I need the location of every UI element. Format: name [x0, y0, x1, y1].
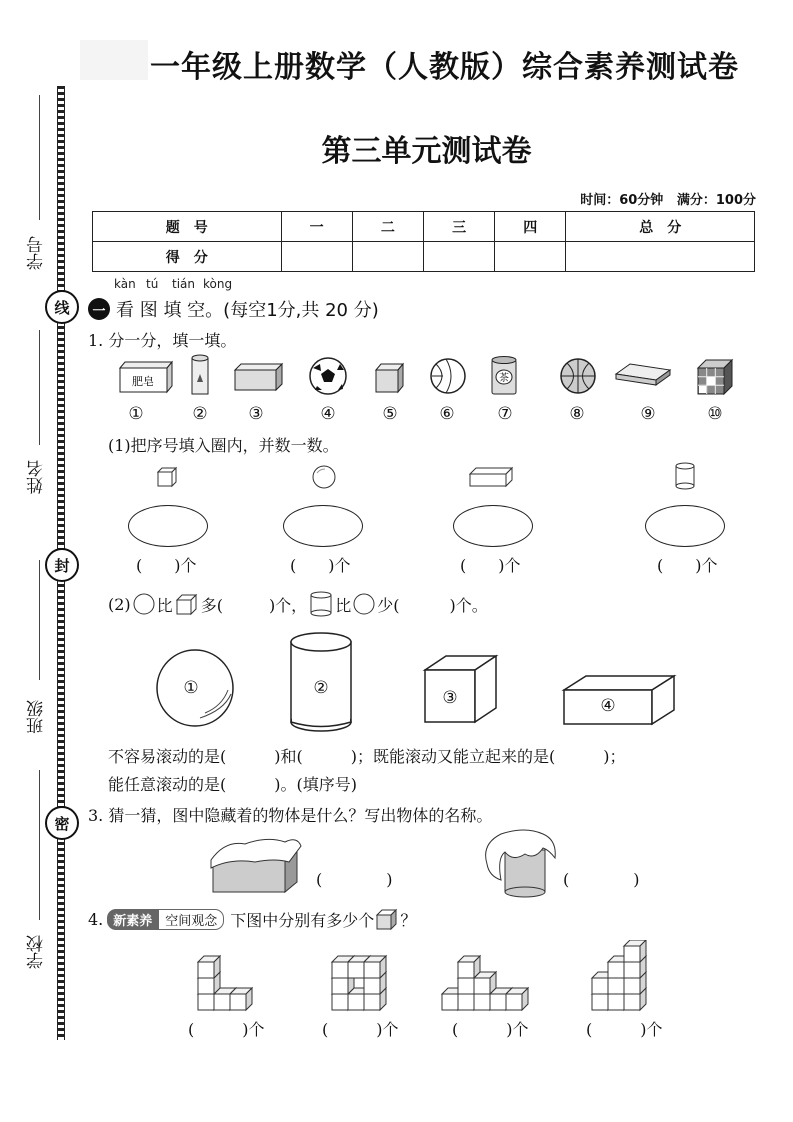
score-input-cell[interactable]	[495, 242, 566, 272]
sidebar-line	[39, 770, 40, 920]
score-table	[92, 211, 755, 272]
object-index: ⑤	[382, 404, 398, 424]
section-note: 。(每空1分,共 20 分)	[205, 300, 379, 321]
q3-answer-blank[interactable]: ( )	[563, 870, 640, 889]
count-blank[interactable]: ( )个	[657, 556, 718, 575]
time-limit: 时间：60分钟	[580, 193, 664, 208]
section-number-badge: 一	[88, 298, 110, 320]
shape-index: ①	[183, 678, 199, 698]
sphere-icon	[313, 466, 335, 488]
score-cell: 四	[495, 212, 566, 242]
text-fragment: )个。	[449, 595, 488, 615]
rubiks-cube-icon	[698, 360, 732, 394]
object-index: ③	[248, 404, 264, 424]
sidebar-student-id-label: 学号	[27, 236, 47, 270]
basketball-icon	[561, 359, 595, 393]
cylinder-can-icon	[192, 355, 208, 394]
q3-prompt: 3. 猜一猜，图中隐藏着的物体是什么？写出物体的名称。	[88, 806, 493, 825]
full-score: 满分：100分	[676, 193, 756, 208]
cube-icon	[173, 592, 201, 616]
answer-ellipse-sphere[interactable]	[283, 505, 363, 547]
object-index: ②	[192, 404, 208, 424]
cylinder-icon	[307, 591, 335, 617]
seal-secret: 密	[45, 806, 79, 840]
cylinder-icon	[676, 463, 694, 489]
score-input-cell[interactable]	[281, 242, 352, 272]
q4-end: ？	[400, 910, 417, 930]
sidebar-line	[39, 560, 40, 680]
seal-line: 线	[45, 290, 79, 324]
exam-series-title: 一年级上册数学（人教版）综合素养测试卷	[150, 50, 739, 85]
pinyin: kàn	[114, 277, 136, 291]
soap-label: 肥皂	[132, 375, 154, 388]
q4-count-blank[interactable]: ( )个	[322, 1020, 399, 1039]
unit-title: 第三单元测试卷	[321, 134, 532, 169]
q4-count-blank[interactable]: ( )个	[586, 1020, 663, 1039]
new-literacy-badge: 新素养	[107, 909, 158, 930]
q4-text: 下图中分别有多少个	[230, 910, 375, 930]
q1-objects-row	[110, 352, 760, 402]
answer-ellipse-cuboid[interactable]	[453, 505, 533, 547]
q4-count-blank[interactable]: ( )个	[452, 1020, 529, 1039]
q4-number: 4.	[88, 909, 104, 929]
flat-box-icon	[616, 364, 670, 385]
text-fragment: 少(	[377, 595, 400, 615]
text-fragment: 多(	[200, 595, 223, 615]
q1-shape-headers	[150, 462, 750, 492]
count-blank[interactable]: ( )个	[290, 556, 351, 575]
score-cell: 总 分	[566, 212, 755, 242]
section-title: 看 图 填 空	[116, 300, 206, 321]
score-input-cell[interactable]	[566, 242, 755, 272]
tea-label: 茶	[499, 373, 509, 384]
score-row-label: 得 分	[93, 242, 282, 272]
q4-cube-stacks	[180, 940, 700, 1012]
q4-prompt-line	[88, 907, 416, 931]
spatial-concept-badge: 空间观念	[158, 909, 224, 930]
object-index: ④	[320, 404, 336, 424]
score-input-cell[interactable]	[423, 242, 494, 272]
beach-ball-icon	[431, 359, 465, 393]
cube-block-fig4	[624, 940, 646, 962]
cube-block-fig2	[364, 956, 386, 978]
object-index: ⑩	[707, 404, 723, 424]
cube-block-fig3	[506, 988, 528, 1010]
seal-seal: 封	[45, 548, 79, 582]
text-fragment: 比	[335, 595, 352, 615]
count-blank[interactable]: ( )个	[460, 556, 521, 575]
score-cell: 三	[423, 212, 494, 242]
sidebar-name-label: 姓名	[27, 460, 47, 494]
cuboid-icon	[470, 468, 512, 486]
cube-block-fig1	[230, 988, 252, 1010]
header-shade	[80, 40, 148, 80]
sphere-icon	[351, 592, 377, 616]
text-fragment: 比	[156, 595, 173, 615]
section-heading	[116, 296, 379, 322]
shape-index: ③	[442, 688, 458, 708]
score-table-score-row	[93, 242, 755, 272]
pinyin: kòng	[203, 277, 233, 291]
answer-ellipse-cylinder[interactable]	[645, 505, 725, 547]
soap-box-icon	[120, 362, 172, 392]
sidebar-class-label: 班级	[27, 700, 47, 734]
q4-count-blank[interactable]: ( )个	[188, 1020, 265, 1039]
hidden-cylinder-icon	[486, 830, 556, 897]
time-score-line	[580, 189, 756, 208]
tea-can-icon	[492, 357, 516, 395]
soccer-ball-icon	[310, 358, 346, 394]
sphere-icon	[131, 592, 157, 616]
sidebar-line	[39, 330, 40, 445]
count-blank[interactable]: ( )个	[136, 556, 197, 575]
cube-block-fig1	[198, 956, 220, 978]
q2-shapes	[150, 628, 690, 738]
pinyin: tú	[146, 277, 159, 291]
shape-index: ②	[313, 678, 329, 698]
q1-sub2-line	[108, 591, 488, 617]
q1-prompt: 1. 分一分，填一填。	[88, 331, 237, 350]
score-cell: 二	[352, 212, 423, 242]
object-index: ⑧	[569, 404, 585, 424]
text-fragment: )个，	[268, 595, 308, 615]
object-index: ⑦	[497, 404, 513, 424]
object-index: ①	[128, 404, 144, 424]
cuboid-icon	[235, 364, 282, 390]
q2-line2: 能任意滚动的是( )。(填序号)	[108, 775, 357, 794]
score-table-header-row	[93, 212, 755, 242]
cube-icon	[374, 907, 400, 931]
cube-icon	[376, 364, 403, 392]
sidebar-line	[39, 95, 40, 220]
q3-answer-blank[interactable]: ( )	[316, 870, 393, 889]
hidden-cuboid-icon	[211, 839, 301, 892]
q1-sub1-prompt: (1)把序号填入圈内，并数一数。	[108, 436, 339, 455]
answer-ellipse-cube[interactable]	[128, 505, 208, 547]
q2-line1: 不容易滚动的是( )和( )；既能滚动又能立起来的是( )；	[108, 747, 626, 766]
sidebar-school-label: 学校	[27, 935, 47, 969]
object-index: ⑨	[640, 404, 656, 424]
pinyin: tián	[172, 277, 195, 291]
score-cell: 题 号	[93, 212, 282, 242]
object-index: ⑥	[439, 404, 455, 424]
cube-block-fig3	[458, 956, 480, 978]
score-input-cell[interactable]	[352, 242, 423, 272]
score-cell: 一	[281, 212, 352, 242]
q1-sub2-label: (2)	[108, 594, 131, 614]
cube-icon	[158, 468, 176, 486]
shape-index: ④	[600, 696, 616, 716]
